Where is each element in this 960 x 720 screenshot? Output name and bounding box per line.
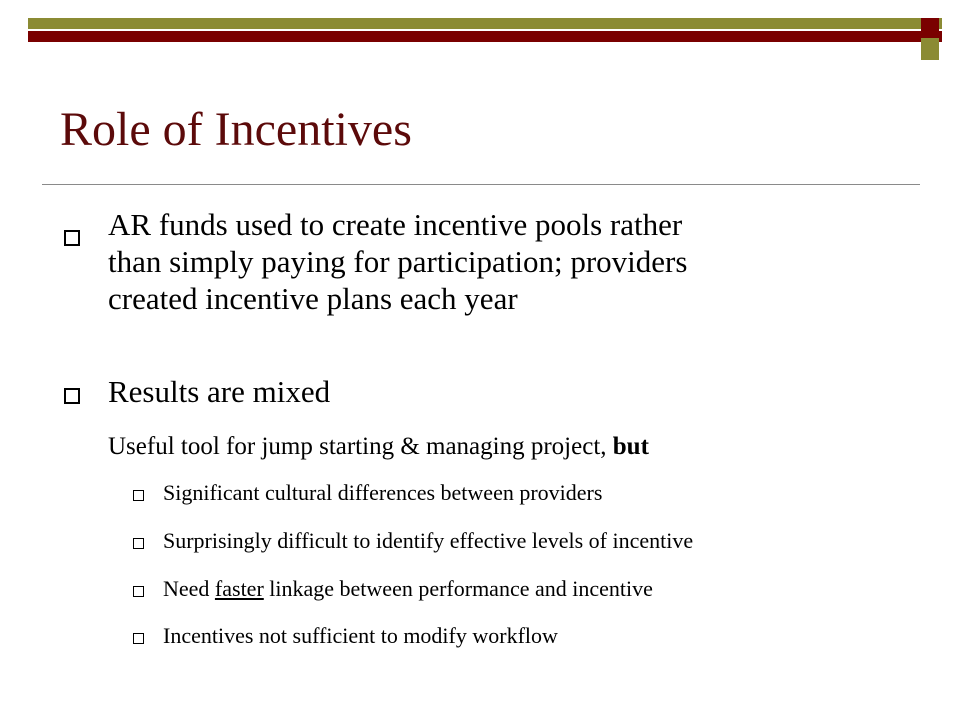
sub-bullet-box-icon bbox=[133, 490, 144, 501]
header-band-maroon bbox=[28, 31, 942, 42]
sub-bullet-4: Incentives not sufficient to modify workflow bbox=[163, 623, 558, 648]
sub-bullet-3-underlined: faster bbox=[214, 576, 264, 601]
sub-bullet-box-icon bbox=[133, 633, 144, 644]
sub-bullet-3-post: linkage between performance and incentive bbox=[263, 576, 653, 601]
bullet-box-icon bbox=[64, 230, 80, 246]
sub-bullet-box-icon bbox=[133, 586, 144, 597]
bullet-1-line-2: than simply paying for participation; providers bbox=[108, 244, 688, 279]
corner-square-olive bbox=[921, 38, 939, 60]
sub-bullet-1: Significant cultural differences between providers bbox=[163, 480, 603, 505]
bullet-1-line-3: created incentive plans each year bbox=[108, 281, 518, 316]
sub-bullet-3 bbox=[163, 575, 653, 603]
note-line bbox=[108, 431, 649, 463]
corner-square-maroon bbox=[921, 18, 939, 36]
bullet-box-icon bbox=[64, 388, 80, 404]
bullet-2 bbox=[108, 373, 330, 410]
note-bold: but bbox=[612, 433, 649, 460]
title-divider bbox=[42, 184, 920, 185]
note-text: Useful tool for jump starting & managing project, bbox=[108, 433, 613, 460]
sub-bullet-box-icon bbox=[133, 538, 144, 549]
bullet-2-line-1: Results are mixed bbox=[108, 374, 331, 409]
bullet-1-line-1: AR funds used to create incentive pools rather bbox=[108, 207, 683, 242]
bullet-1 bbox=[108, 206, 687, 317]
sub-bullet-2: Surprisingly difficult to identify effective levels of incentive bbox=[163, 528, 694, 553]
header-band-olive bbox=[28, 18, 942, 29]
sub-bullet-3-pre: Need bbox=[163, 576, 215, 601]
slide-title: Role of Incentives bbox=[60, 103, 412, 156]
